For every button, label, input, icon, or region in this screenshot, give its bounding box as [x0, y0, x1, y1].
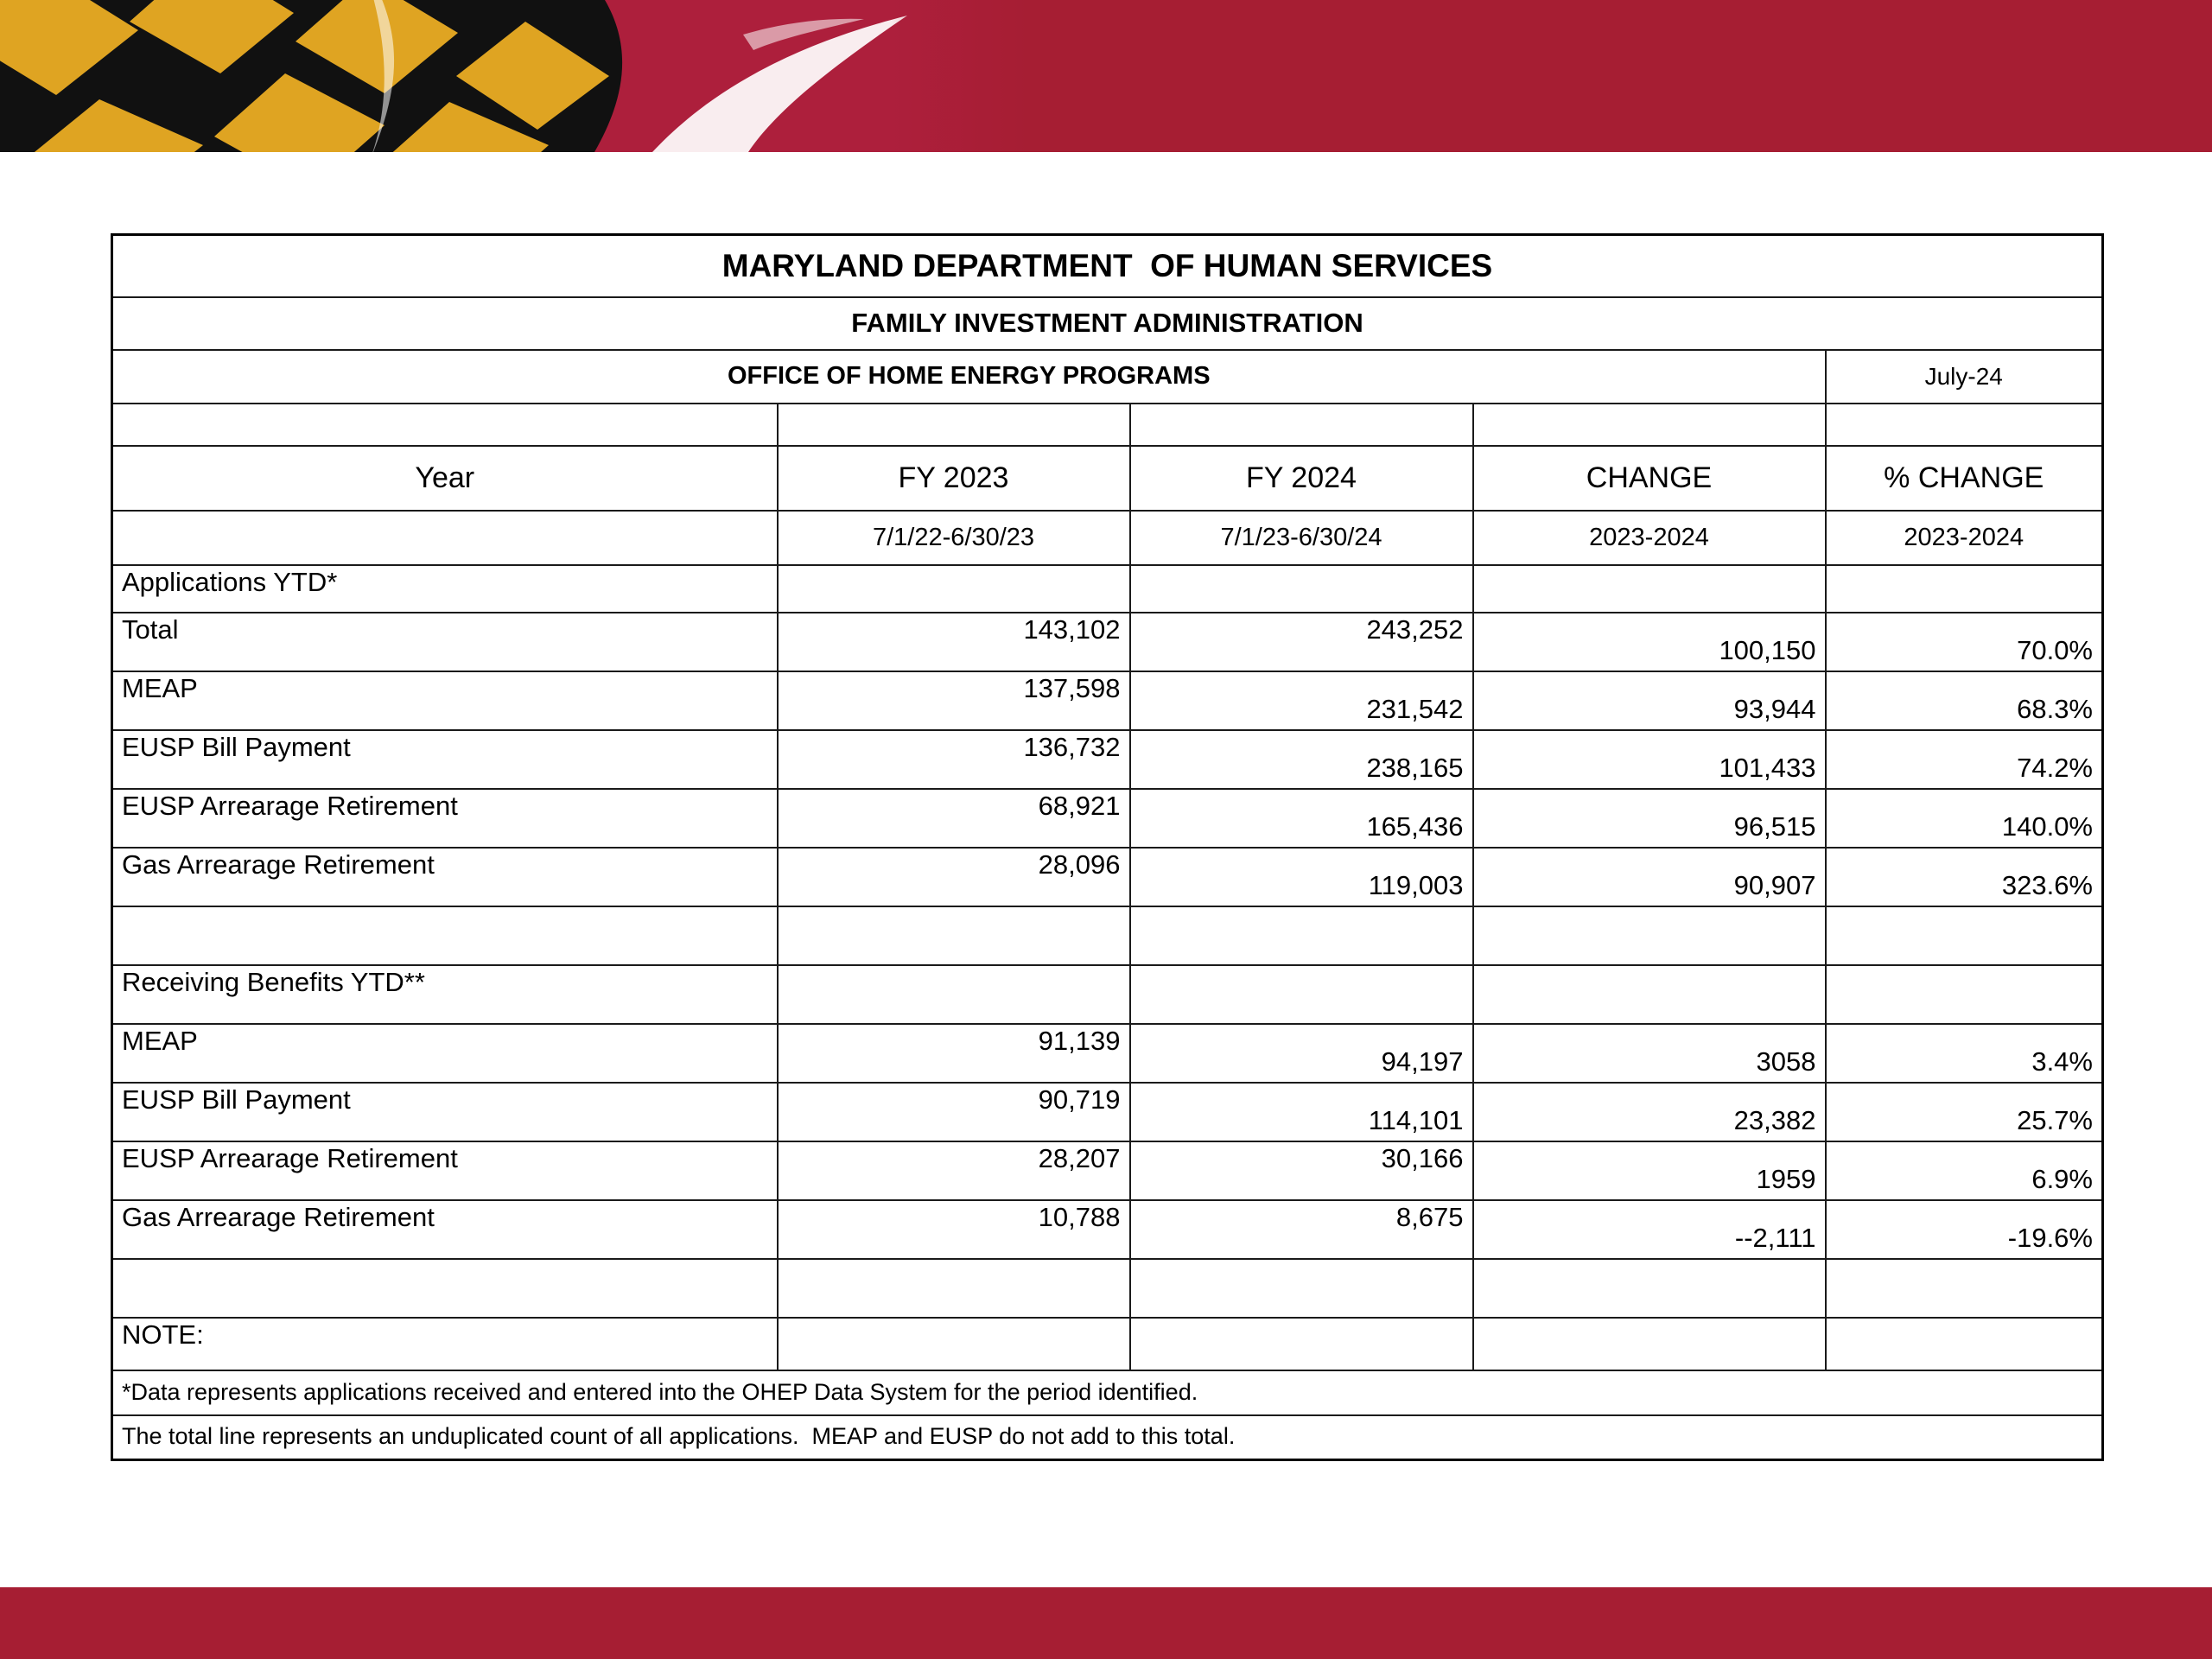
empty-cell: [1473, 404, 1826, 446]
ohep-report-table: [111, 233, 2104, 1461]
table-row: [112, 671, 2103, 730]
section-row: [112, 965, 2103, 1024]
value-cell: 119,003: [1130, 848, 1473, 906]
spacer-row: [112, 404, 2103, 446]
value-cell: 6.9%: [1826, 1141, 2103, 1200]
column-header-row: [112, 446, 2103, 511]
value-cell: 231,542: [1130, 671, 1473, 730]
value-cell: 28,207: [778, 1141, 1130, 1200]
spacer-row: [112, 906, 2103, 965]
date-range-row: [112, 511, 2103, 565]
report-subtitle: FAMILY INVESTMENT ADMINISTRATION: [112, 297, 2103, 350]
value-cell: 323.6%: [1826, 848, 2103, 906]
value-cell: [1473, 965, 1826, 1024]
value-cell: [778, 1318, 1130, 1370]
value-cell: 8,675: [1130, 1200, 1473, 1259]
row-label: NOTE:: [112, 1318, 778, 1370]
date-range-fy2023: 7/1/22-6/30/23: [778, 511, 1130, 565]
row-label: MEAP: [112, 671, 778, 730]
value-cell: [1473, 1259, 1826, 1318]
report-header-rows: [112, 235, 2103, 565]
row-label: Applications YTD*: [112, 565, 778, 613]
row-label: EUSP Arrearage Retirement: [112, 1141, 778, 1200]
value-cell: -19.6%: [1826, 1200, 2103, 1259]
report-title: MARYLAND DEPARTMENT OF HUMAN SERVICES: [112, 235, 2103, 297]
report-date: July-24: [1826, 350, 2103, 404]
value-cell: 23,382: [1473, 1083, 1826, 1141]
value-cell: 10,788: [778, 1200, 1130, 1259]
value-cell: --2,111: [1473, 1200, 1826, 1259]
date-range-pct-change: 2023-2024: [1826, 511, 2103, 565]
footnote-text: *Data represents applications received and entered into the OHEP Data System for the period identified.: [112, 1370, 2103, 1415]
column-header-pct-change: % CHANGE: [1826, 446, 2103, 511]
value-cell: [1130, 906, 1473, 965]
date-range-fy2024: 7/1/23-6/30/24: [1130, 511, 1473, 565]
value-cell: [778, 565, 1130, 613]
table-row: [112, 1083, 2103, 1141]
row-label: EUSP Bill Payment: [112, 1083, 778, 1141]
value-cell: 3058: [1473, 1024, 1826, 1083]
value-cell: 93,944: [1473, 671, 1826, 730]
value-cell: 90,907: [1473, 848, 1826, 906]
value-cell: 30,166: [1130, 1141, 1473, 1200]
title-row: [112, 235, 2103, 297]
value-cell: 1959: [1473, 1141, 1826, 1200]
value-cell: 114,101: [1130, 1083, 1473, 1141]
value-cell: 3.4%: [1826, 1024, 2103, 1083]
row-label: MEAP: [112, 1024, 778, 1083]
table-row: [112, 1024, 2103, 1083]
empty-cell: [778, 404, 1130, 446]
table-row: [112, 1200, 2103, 1259]
date-range-change: 2023-2024: [1473, 511, 1826, 565]
footnote-row: [112, 1370, 2103, 1415]
row-label: [112, 1259, 778, 1318]
value-cell: 28,096: [778, 848, 1130, 906]
footer-bar: [0, 1587, 2212, 1659]
row-label: Total: [112, 613, 778, 671]
table-row: [112, 613, 2103, 671]
footnote-row: [112, 1415, 2103, 1460]
empty-cell: [112, 404, 778, 446]
value-cell: 165,436: [1130, 789, 1473, 848]
value-cell: 238,165: [1130, 730, 1473, 789]
value-cell: [1473, 906, 1826, 965]
row-label: EUSP Arrearage Retirement: [112, 789, 778, 848]
empty-cell: [1130, 404, 1473, 446]
table-row: [112, 730, 2103, 789]
value-cell: [1826, 565, 2103, 613]
column-header-fy2023: FY 2023: [778, 446, 1130, 511]
value-cell: [1826, 1318, 2103, 1370]
value-cell: 140.0%: [1826, 789, 2103, 848]
column-header-year: Year: [112, 446, 778, 511]
value-cell: [778, 906, 1130, 965]
row-label: Gas Arrearage Retirement: [112, 848, 778, 906]
value-cell: 68,921: [778, 789, 1130, 848]
maryland-flag-graphic: [0, 0, 1028, 152]
value-cell: [1130, 1259, 1473, 1318]
value-cell: [1826, 906, 2103, 965]
footnote-text: The total line represents an unduplicated count of all applications. MEAP and EUSP do not add to this total.: [112, 1415, 2103, 1460]
value-cell: [1826, 965, 2103, 1024]
value-cell: 243,252: [1130, 613, 1473, 671]
section-row: [112, 565, 2103, 613]
value-cell: [778, 1259, 1130, 1318]
value-cell: 70.0%: [1826, 613, 2103, 671]
value-cell: [1130, 565, 1473, 613]
value-cell: 96,515: [1473, 789, 1826, 848]
value-cell: [1130, 965, 1473, 1024]
row-label: Gas Arrearage Retirement: [112, 1200, 778, 1259]
value-cell: 143,102: [778, 613, 1130, 671]
value-cell: [1826, 1259, 2103, 1318]
table-row: [112, 1141, 2103, 1200]
section-row: [112, 1318, 2103, 1370]
office-row: [112, 350, 2103, 404]
column-header-change: CHANGE: [1473, 446, 1826, 511]
value-cell: 91,139: [778, 1024, 1130, 1083]
office-name: OFFICE OF HOME ENERGY PROGRAMS: [112, 350, 1826, 404]
value-cell: 137,598: [778, 671, 1130, 730]
table-row: [112, 848, 2103, 906]
row-label: EUSP Bill Payment: [112, 730, 778, 789]
maryland-flag-banner: [0, 0, 2212, 152]
value-cell: [1130, 1318, 1473, 1370]
value-cell: 25.7%: [1826, 1083, 2103, 1141]
value-cell: [1473, 1318, 1826, 1370]
value-cell: 100,150: [1473, 613, 1826, 671]
spacer-row: [112, 1259, 2103, 1318]
value-cell: 136,732: [778, 730, 1130, 789]
value-cell: 94,197: [1130, 1024, 1473, 1083]
row-label: [112, 906, 778, 965]
report-data-rows: [112, 565, 2103, 1460]
row-label: Receiving Benefits YTD**: [112, 965, 778, 1024]
value-cell: 101,433: [1473, 730, 1826, 789]
value-cell: 90,719: [778, 1083, 1130, 1141]
value-cell: [1473, 565, 1826, 613]
value-cell: 68.3%: [1826, 671, 2103, 730]
subtitle-row: [112, 297, 2103, 350]
empty-cell: [112, 511, 778, 565]
value-cell: [778, 965, 1130, 1024]
empty-cell: [1826, 404, 2103, 446]
column-header-fy2024: FY 2024: [1130, 446, 1473, 511]
value-cell: 74.2%: [1826, 730, 2103, 789]
table-row: [112, 789, 2103, 848]
